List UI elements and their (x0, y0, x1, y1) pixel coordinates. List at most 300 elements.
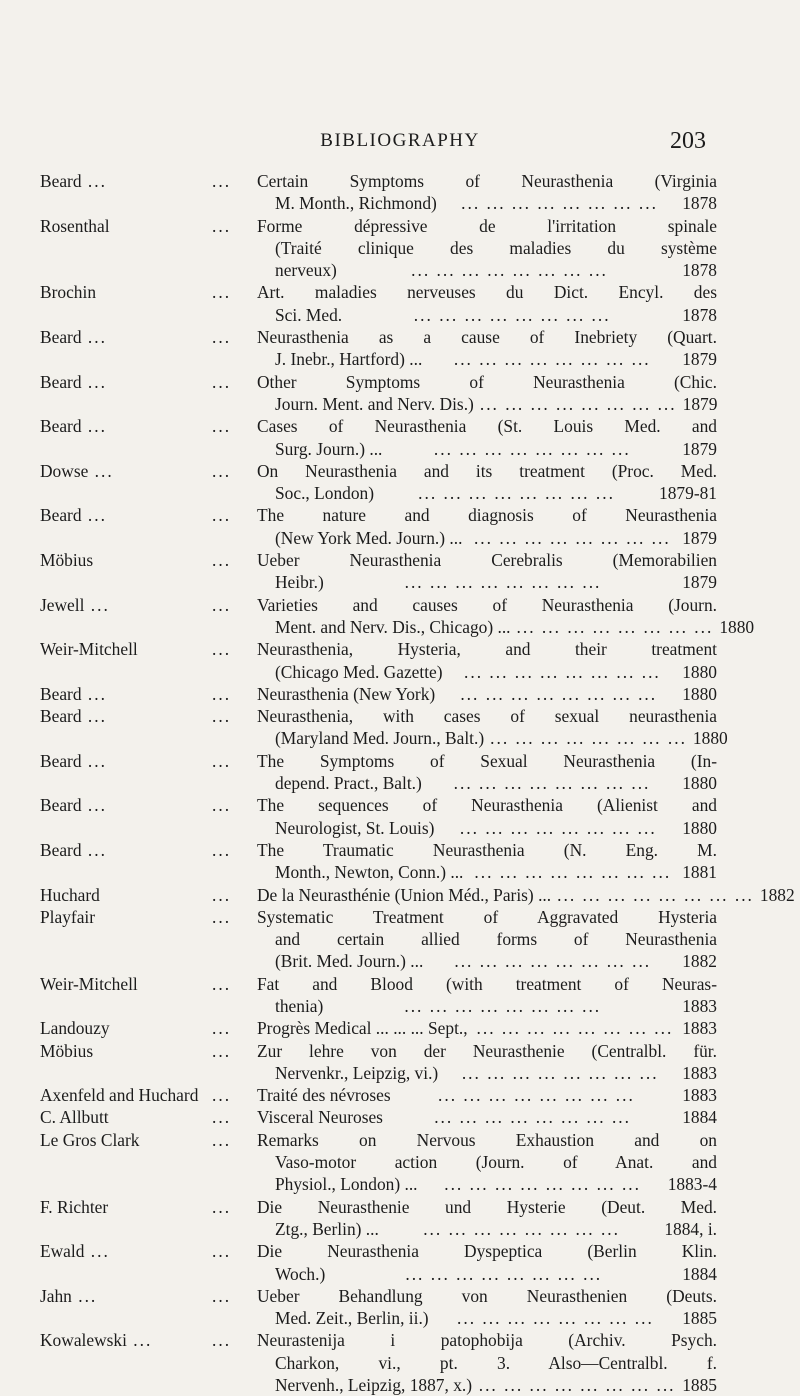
entry-title (257, 906, 717, 973)
entry-title-text: Charkon, vi., pt. 3. Also—Centralbl. f. (275, 1352, 717, 1373)
entry-year: 1880 (692, 728, 728, 749)
entry-year: 1880 (682, 817, 717, 838)
entry-author (40, 1040, 93, 1062)
leader-dots: ... ... ... ... ... ... ... ... (444, 1174, 641, 1195)
leader-dots: ... ... ... ... ... ... ... ... (476, 1018, 674, 1039)
entry-title-text: Ment. and Nerv. Dis., Chicago) ... (275, 616, 511, 637)
entry-title (257, 1285, 717, 1330)
bibliography-entry (0, 884, 800, 906)
leader-dots: ... (212, 906, 232, 927)
entry-author (40, 1285, 97, 1307)
leader-dots: ... (212, 1129, 232, 1150)
entry-author-name: C. Allbutt (40, 1107, 109, 1128)
entry-title (257, 705, 728, 750)
entry-year: 1882 (682, 951, 717, 972)
entry-title-text: Neurologist, St. Louis) (275, 817, 435, 838)
page-header (0, 128, 800, 158)
entry-author-dots: ... (81, 683, 107, 704)
entry-author-name: Landouzy (40, 1018, 110, 1039)
entry-title-line (257, 973, 717, 995)
entry-author-dots: ... (81, 416, 107, 437)
entry-title-text: Die Neurasthenie und Hysterie (Deut. Med. (257, 1196, 717, 1217)
bibliography-entry (0, 1329, 800, 1396)
leader-dots: ... ... ... ... ... ... ... ... (557, 884, 754, 905)
entry-title-line (257, 1017, 717, 1039)
entry-year: 1882 (759, 884, 795, 905)
entry-title-line (257, 906, 717, 928)
entry-title-text: The Symptoms of Sexual Neurasthenia (In- (257, 750, 717, 771)
entry-title-line (257, 683, 717, 705)
entry-author-dots: ... (81, 795, 107, 816)
entry-author-name: Kowalewski (40, 1330, 127, 1351)
entry-title (257, 1040, 717, 1085)
entry-title-text: Systematic Treatment of Aggravated Hysteria (257, 906, 717, 927)
leader-dots: ... ... ... ... ... ... ... ... (461, 193, 658, 214)
entry-title-line (257, 616, 755, 638)
entry-title (257, 1017, 717, 1039)
entry-author-name: Möbius (40, 550, 94, 571)
leader-dots: ... ... ... ... ... ... ... ... (516, 616, 714, 637)
entry-author-name: Dowse (40, 460, 89, 481)
entry-author-dots: ... (81, 505, 107, 526)
entry-title-text: De la Neurasthénie (Union Méd., Paris) ... (257, 884, 552, 905)
entry-year: 1883 (682, 1018, 717, 1039)
entry-author (40, 973, 138, 995)
entry-author-name: Jewell (40, 594, 85, 615)
entry-title-line (257, 594, 717, 616)
entry-title (257, 460, 717, 505)
entry-title-line (257, 1218, 717, 1240)
entry-title-line (257, 460, 717, 482)
entry-title-line (257, 326, 717, 348)
leader-dots: ... (212, 1085, 232, 1106)
entry-title-text: (New York Med. Journ.) ... (275, 527, 463, 548)
bibliography-entry (0, 549, 800, 594)
entry-title (257, 638, 717, 683)
entry-title-line (257, 661, 717, 683)
leader-dots: ... (212, 327, 232, 348)
entry-year: 1880 (719, 616, 755, 637)
bibliography-entry (0, 1017, 800, 1039)
leader-dots: ... ... ... ... ... ... ... ... (433, 438, 631, 459)
leader-dots: ... (212, 460, 232, 481)
entry-title-line (257, 950, 717, 972)
leader-dots: ... ... ... ... ... ... ... ... (438, 1085, 635, 1106)
entry-title-line (257, 884, 795, 906)
entry-author-name: Weir-Mitchell (40, 639, 138, 660)
entry-title-line (257, 259, 717, 281)
bibliography-entry (0, 906, 800, 973)
entry-author (40, 906, 95, 928)
entry-title (257, 1129, 717, 1196)
leader-dots: ... ... ... ... ... ... ... ... (434, 1107, 631, 1128)
entry-title-text: Neurasthenia, with cases of sexual neurasthenia (257, 706, 717, 727)
entry-title-line (257, 1329, 717, 1351)
entry-author-dots: ... (81, 706, 107, 727)
entry-title-text: Ztg., Berlin) ... (275, 1218, 379, 1239)
leader-dots: ... ... ... ... ... ... ... ... (474, 862, 672, 883)
leader-dots: ... ... ... ... ... ... ... ... (453, 349, 651, 370)
entry-title-text: Neurasthenia (New York) (257, 683, 436, 704)
entry-title-line (257, 527, 717, 549)
entry-title-line (257, 438, 717, 460)
entry-year: 1881 (682, 862, 717, 883)
entry-title-line (257, 995, 717, 1017)
entry-title-text: Sci. Med. (275, 304, 343, 325)
bibliography-entry (0, 638, 800, 683)
leader-dots: ... ... ... ... ... ... ... ... (418, 483, 615, 504)
running-head: BIBLIOGRAPHY (320, 130, 480, 151)
leader-dots: ... ... ... ... ... ... ... ... (473, 527, 671, 548)
entry-title (257, 1106, 717, 1128)
entry-title (257, 1084, 717, 1106)
entry-title-text: Art. maladies nerveuses du Dict. Encyl. des (257, 282, 717, 303)
leader-dots: ... (212, 750, 232, 771)
entry-author-name: Beard (40, 416, 82, 437)
leader-dots: ... (212, 1241, 232, 1262)
entry-title (257, 973, 717, 1018)
entry-year: 1879 (682, 438, 717, 459)
entry-title-text: (Chicago Med. Gazette) (275, 661, 443, 682)
entry-author-name: Beard (40, 795, 82, 816)
entry-year: 1878 (682, 260, 717, 281)
entry-title-line (257, 1196, 717, 1218)
entry-title-line (257, 215, 717, 237)
entry-title-line (257, 304, 717, 326)
bibliography-entry (0, 281, 800, 326)
bibliography-entry (0, 973, 800, 1018)
bibliography-entry (0, 460, 800, 505)
entry-author-name: Huchard (40, 884, 100, 905)
leader-dots: ... (212, 839, 232, 860)
entry-author-name: Beard (40, 327, 82, 348)
leader-dots: ... ... ... ... ... ... ... ... (423, 1218, 620, 1239)
leader-dots: ... (212, 371, 232, 392)
leader-dots: ... (212, 884, 232, 905)
entry-title (257, 1196, 717, 1241)
leader-dots: ... (212, 639, 232, 660)
leader-dots: ... ... ... ... ... ... ... ... (404, 572, 602, 593)
entry-author (40, 1196, 108, 1218)
bibliography-entry (0, 1129, 800, 1196)
entry-title-line (257, 638, 717, 660)
entry-author (40, 549, 93, 571)
entry-title-text: Vaso-motor action (Journ. of Anat. and (275, 1152, 717, 1173)
entry-title-text: and certain allied forms of Neurasthenia (275, 929, 717, 950)
entry-author (40, 1240, 110, 1262)
entry-year: 1880 (682, 661, 717, 682)
entry-author (40, 705, 107, 727)
entry-title-text: Physiol., London) ... (275, 1174, 418, 1195)
bibliography-entry (0, 1285, 800, 1330)
entry-author (40, 683, 107, 705)
entry-author-name: F. Richter (40, 1196, 109, 1217)
leader-dots: ... ... ... ... ... ... ... ... (405, 1263, 603, 1284)
entry-title-text: Other Symptoms of Neurasthenia (Chic. (257, 371, 717, 392)
entry-year: 1879 (682, 393, 718, 414)
leader-dots: ... (212, 1285, 232, 1306)
entry-title (257, 683, 717, 705)
bibliography-entry (0, 683, 800, 705)
leader-dots: ... ... ... ... ... ... ... ... (457, 1308, 654, 1329)
entry-year: 1878 (682, 193, 717, 214)
leader-dots: ... (212, 795, 232, 816)
entry-title-text: Remarks on Nervous Exhaustion and on (257, 1129, 717, 1150)
entry-title-line (257, 1173, 717, 1195)
entry-title-line (257, 727, 728, 749)
entry-title-line (257, 504, 717, 526)
entry-title-text: Nervenkr., Leipzig, vi.) (275, 1062, 439, 1083)
bibliography-entry (0, 415, 800, 460)
entry-author-name: Beard (40, 839, 82, 860)
entry-author-name: Beard (40, 371, 82, 392)
leader-dots: ... (212, 1040, 232, 1061)
entry-title-text: Journ. Ment. and Nerv. Dis.) (275, 393, 474, 414)
entry-author-name: Beard (40, 505, 82, 526)
entry-title-text: Neurasthenia as a cause of Inebriety (Quart. (257, 327, 717, 348)
entry-title-line (257, 1106, 717, 1128)
entry-title-text: Progrès Medical ... ... ... Sept., (257, 1018, 468, 1039)
entry-author-name: Beard (40, 750, 82, 771)
entry-title-line (257, 817, 717, 839)
entry-year: 1879-81 (659, 483, 717, 504)
entry-title-line (257, 170, 717, 192)
entry-title-line (257, 415, 717, 437)
entry-title-text: M. Month., Richmond) (275, 193, 437, 214)
bibliography-entry (0, 705, 800, 750)
bibliography-entry (0, 1040, 800, 1085)
leader-dots: ... (212, 973, 232, 994)
entry-title-text: thenia) (275, 995, 324, 1016)
entry-year: 1885 (682, 1375, 717, 1396)
entry-title (257, 371, 717, 416)
entry-title (257, 170, 717, 215)
entry-year: 1883 (682, 1085, 717, 1106)
entry-author (40, 1017, 110, 1039)
entry-title (257, 1240, 717, 1285)
entry-author-dots: ... (81, 839, 107, 860)
entry-title (257, 839, 717, 884)
entry-title-line (257, 928, 717, 950)
entry-author-dots: ... (71, 1285, 98, 1306)
entry-title-line (257, 1285, 717, 1307)
bibliography-list (0, 170, 800, 1396)
entry-author-dots: ... (84, 594, 110, 615)
entry-author-dots: ... (88, 460, 114, 481)
entry-author-name: Playfair (40, 906, 96, 927)
leader-dots: ... ... ... ... ... ... ... ... (413, 304, 611, 325)
entry-title-text: (Traité clinique des maladies du système (275, 237, 717, 258)
leader-dots: ... (212, 594, 232, 615)
entry-author-dots: ... (84, 1241, 110, 1262)
leader-dots: ... ... ... ... ... ... ... ... (411, 260, 608, 281)
entry-year: 1880 (682, 683, 717, 704)
entry-year: 1884 (682, 1107, 717, 1128)
entry-title-line (257, 393, 717, 415)
entry-title-text: The nature and diagnosis of Neurasthenia (257, 505, 717, 526)
entry-title-line (257, 237, 717, 259)
leader-dots: ... ... ... ... ... ... ... ... (454, 951, 652, 972)
entry-author (40, 371, 107, 393)
entry-title-text: Die Neurasthenia Dyspeptica (Berlin Klin. (257, 1241, 717, 1262)
entry-title-text: Med. Zeit., Berlin, ii.) (275, 1308, 429, 1329)
entry-title (257, 281, 717, 326)
leader-dots: ... (212, 505, 232, 526)
entry-title-text: Soc., London) (275, 483, 375, 504)
entry-title-text: Certain Symptoms of Neurasthenia (Virginia (257, 171, 717, 191)
entry-author-dots: ... (81, 750, 107, 771)
entry-title-text: (Maryland Med. Journ., Balt.) (275, 728, 485, 749)
entry-title-line (257, 772, 717, 794)
entry-title (257, 415, 717, 460)
entry-author (40, 215, 110, 237)
entry-title (257, 549, 717, 594)
leader-dots: ... (212, 683, 232, 704)
entry-title-text: Cases of Neurasthenia (St. Louis Med. and (257, 416, 717, 437)
entry-title-line (257, 794, 717, 816)
entry-author (40, 504, 107, 526)
entry-title (257, 1329, 717, 1396)
leader-dots: ... ... ... ... ... ... ... ... (460, 683, 658, 704)
entry-title-line (257, 348, 717, 370)
entry-title-text: Neurastenija i patophobija (Archiv. Psych. (257, 1330, 717, 1351)
entry-year: 1879 (682, 349, 717, 370)
bibliography-entry (0, 371, 800, 416)
entry-title-line (257, 281, 717, 303)
entry-title (257, 794, 717, 839)
entry-title-line (257, 839, 717, 861)
entry-author-name: Jahn (40, 1285, 72, 1306)
entry-title-text: Woch.) (275, 1263, 326, 1284)
leader-dots: ... (212, 706, 232, 727)
entry-year: 1884, i. (664, 1218, 717, 1239)
entry-author-name: Beard (40, 171, 82, 191)
entry-author (40, 594, 110, 616)
entry-title-text: Month., Newton, Conn.) ... (275, 862, 464, 883)
leader-dots: ... (212, 282, 232, 303)
entry-author (40, 638, 138, 660)
entry-title-line (257, 1151, 717, 1173)
entry-author-name: Axenfeld and Huchard (40, 1085, 199, 1106)
entry-title-line (257, 571, 717, 593)
entry-author-dots: ... (81, 371, 107, 392)
leader-dots: ... (212, 416, 232, 437)
entry-title-line (257, 1129, 717, 1151)
entry-title (257, 504, 717, 549)
entry-title-text: Nervenh., Leipzig, 1887, x.) (275, 1375, 473, 1396)
entry-author (40, 281, 96, 303)
bibliography-entry (0, 839, 800, 884)
entry-title-text: On Neurasthenia and its treatment (Proc. Med. (257, 460, 717, 481)
entry-author-name: Rosenthal (40, 215, 110, 236)
entry-author-name: Brochin (40, 282, 97, 303)
entry-title-line (257, 861, 717, 883)
entry-title-line (257, 482, 717, 504)
entry-year: 1883-4 (667, 1174, 717, 1195)
entry-title-text: depend. Pract., Balt.) (275, 773, 422, 794)
entry-title-text: Varieties and causes of Neurasthenia (Journ. (257, 594, 717, 615)
entry-title-text: Traité des névroses (257, 1085, 391, 1106)
leader-dots: ... (212, 550, 232, 571)
bibliography-entry (0, 750, 800, 795)
entry-author (40, 1106, 109, 1128)
entry-title-line (257, 1307, 717, 1329)
entry-title-text: Surg. Journ.) ... (275, 438, 383, 459)
entry-title-text: Ueber Neurasthenia Cerebralis (Memorabilien (257, 550, 717, 571)
entry-title-text: Forme dépressive de l'irritation spinale (257, 215, 717, 236)
leader-dots: ... (212, 215, 232, 236)
entry-title-line (257, 1240, 717, 1262)
entry-author (40, 794, 107, 816)
entry-author (40, 1329, 152, 1351)
entry-author-name: Weir-Mitchell (40, 973, 138, 994)
leader-dots: ... ... ... ... ... ... ... ... (479, 393, 677, 414)
entry-title-text: Ueber Behandlung von Neurasthenien (Deuts. (257, 1285, 717, 1306)
entry-title-text: nerveux) (275, 260, 337, 281)
leader-dots: ... ... ... ... ... ... ... ... (461, 1062, 659, 1083)
entry-title (257, 326, 717, 371)
entry-author-name: Beard (40, 683, 82, 704)
entry-title-line (257, 1040, 717, 1062)
entry-year: 1878 (682, 304, 717, 325)
entry-title (257, 594, 755, 639)
entry-year: 1883 (682, 995, 717, 1016)
bibliography-entry (0, 1106, 800, 1128)
bibliography-entry (0, 1196, 800, 1241)
leader-dots: ... ... ... ... ... ... ... ... (453, 773, 651, 794)
leader-dots: ... ... ... ... ... ... ... ... (490, 728, 687, 749)
entry-year: 1880 (682, 773, 717, 794)
entry-title-line (257, 1374, 717, 1396)
entry-author-dots: ... (81, 171, 107, 191)
entry-author-dots: ... (126, 1330, 153, 1351)
entry-year: 1885 (682, 1308, 717, 1329)
entry-title-text: Fat and Blood (with treatment of Neuras- (257, 973, 717, 994)
entry-title-text: The Traumatic Neurasthenia (N. Eng. M. (257, 839, 717, 860)
entry-author-name: Beard (40, 706, 82, 727)
entry-title-line (257, 549, 717, 571)
entry-author (40, 750, 107, 772)
entry-author (40, 170, 107, 192)
entry-year: 1883 (682, 1062, 717, 1083)
bibliography-entry (0, 1084, 800, 1106)
entry-title-line (257, 371, 717, 393)
entry-title-text: (Brit. Med. Journ.) ... (275, 951, 424, 972)
entry-title (257, 884, 795, 906)
entry-author (40, 1084, 198, 1106)
entry-title-line (257, 1352, 717, 1374)
leader-dots: ... (212, 1107, 232, 1128)
entry-title-text: Visceral Neuroses (257, 1107, 383, 1128)
bibliography-entry (0, 1240, 800, 1285)
entry-author (40, 1129, 140, 1151)
entry-author (40, 415, 107, 437)
entry-author (40, 460, 114, 482)
entry-title-line (257, 750, 717, 772)
entry-title-text: The sequences of Neurasthenia (Alienist and (257, 795, 717, 816)
entry-title-text: Heibr.) (275, 572, 324, 593)
entry-year: 1879 (682, 527, 717, 548)
entry-year: 1884 (682, 1263, 717, 1284)
entry-title-text: J. Inebr., Hartford) ... (275, 349, 423, 370)
bibliography-entry (0, 594, 800, 639)
entry-title (257, 750, 717, 795)
entry-author (40, 884, 100, 906)
leader-dots: ... (212, 171, 232, 191)
entry-title-text: Zur lehre von der Neurasthenie (Centralbl. für. (257, 1040, 717, 1061)
bibliography-entry (0, 215, 800, 282)
page-number: 203 (670, 128, 706, 154)
